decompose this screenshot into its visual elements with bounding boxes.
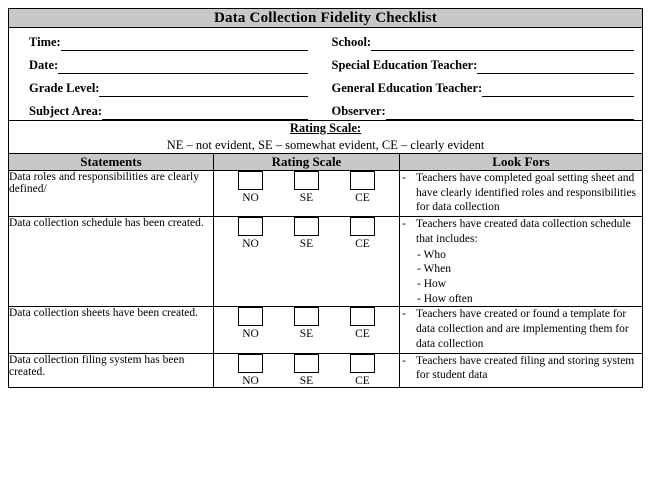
checkbox-ce[interactable] bbox=[350, 171, 375, 190]
rating-cell bbox=[214, 171, 400, 217]
field-label-general-education-teacher: General Education Teacher: bbox=[331, 81, 483, 95]
rating-option-ce[interactable] bbox=[346, 307, 380, 340]
checkbox-label-ce: CE bbox=[355, 238, 370, 251]
rating-scale-cell bbox=[9, 121, 643, 154]
field-input-school[interactable] bbox=[371, 37, 634, 51]
statement-cell: Data collection sheets have been created. bbox=[9, 307, 214, 353]
rating-option-no[interactable] bbox=[234, 307, 268, 340]
checkbox-label-se: SE bbox=[299, 192, 314, 204]
field-general-education-teacher[interactable] bbox=[332, 74, 635, 97]
bullet-dash: - bbox=[402, 218, 406, 231]
rating-option-ce[interactable] bbox=[346, 217, 380, 250]
look-fors-cell bbox=[400, 353, 643, 387]
look-for-item bbox=[400, 171, 642, 215]
checkbox-label-ce: CE bbox=[355, 328, 370, 341]
field-label-special-education-teacher: Special Education Teacher: bbox=[331, 58, 478, 72]
field-label-grade-level: Grade Level: bbox=[29, 81, 100, 95]
checklist-table bbox=[8, 8, 643, 388]
table-header-row bbox=[9, 154, 643, 171]
rating-scale-row bbox=[9, 121, 643, 154]
field-label-time: Time: bbox=[29, 35, 61, 49]
page-title: Data Collection Fidelity Checklist bbox=[213, 10, 438, 26]
checkbox-no[interactable] bbox=[238, 217, 263, 236]
rating-cell bbox=[214, 353, 400, 387]
field-input-observer[interactable] bbox=[386, 106, 634, 120]
header-look-fors: Look Fors bbox=[400, 154, 643, 171]
rating-option-no[interactable] bbox=[234, 354, 268, 387]
checkbox-ce[interactable] bbox=[350, 354, 375, 373]
look-for-item bbox=[400, 307, 642, 351]
checkbox-label-se: SE bbox=[299, 374, 314, 387]
rating-option-ce[interactable] bbox=[346, 354, 380, 387]
info-column-right bbox=[326, 28, 643, 120]
field-date[interactable] bbox=[29, 51, 326, 74]
rating-cell bbox=[214, 307, 400, 353]
field-label-school: School: bbox=[331, 35, 372, 49]
rating-option-no[interactable] bbox=[234, 171, 268, 204]
table-row bbox=[9, 307, 643, 353]
look-for-text: Teachers have completed goal setting sheet and have clearly identified roles and responsibilities for data collection bbox=[416, 172, 637, 214]
checkbox-label-no: NO bbox=[242, 374, 259, 387]
rating-option-no[interactable] bbox=[234, 217, 268, 250]
field-input-general-education-teacher[interactable] bbox=[482, 83, 634, 97]
rating-scale-description: NE – not evident, SE – somewhat evident, CE – clearly evident bbox=[166, 138, 485, 152]
rating-option-se[interactable] bbox=[290, 307, 324, 340]
table-row bbox=[9, 353, 643, 387]
field-input-special-education-teacher[interactable] bbox=[477, 60, 634, 74]
statement-cell: Data collection filing system has been created. bbox=[9, 353, 214, 387]
rating-option-se[interactable] bbox=[290, 354, 324, 387]
look-for-text: Teachers have created filing and storing system for student data bbox=[416, 354, 635, 382]
checkbox-label-ce: CE bbox=[355, 192, 370, 204]
look-for-text: Teachers have created data collection schedule that includes: bbox=[416, 218, 631, 245]
look-for-subitem: - How bbox=[417, 278, 447, 291]
title-row bbox=[9, 9, 643, 28]
field-observer[interactable] bbox=[332, 97, 635, 120]
bullet-dash: - bbox=[402, 354, 406, 367]
look-for-text: Teachers have created or found a template for data collection and are implementing them for data collection bbox=[416, 308, 629, 350]
checkbox-no[interactable] bbox=[238, 354, 263, 373]
table-row bbox=[9, 171, 643, 217]
rating-option-se[interactable] bbox=[290, 217, 324, 250]
title-cell bbox=[9, 9, 643, 28]
look-for-subitem: - Who bbox=[417, 248, 446, 261]
rating-cell bbox=[214, 217, 400, 307]
look-for-item bbox=[400, 217, 642, 246]
field-label-date: Date: bbox=[29, 58, 59, 72]
checkbox-no[interactable] bbox=[238, 307, 263, 326]
checkbox-label-ce: CE bbox=[355, 374, 370, 387]
look-for-item bbox=[400, 354, 642, 383]
bullet-dash: - bbox=[402, 172, 406, 184]
field-time[interactable] bbox=[29, 28, 326, 51]
field-grade-level[interactable] bbox=[29, 74, 326, 97]
field-label-observer: Observer: bbox=[331, 104, 386, 118]
checkbox-se[interactable] bbox=[294, 171, 319, 190]
look-for-subitem: - When bbox=[417, 263, 451, 276]
checkbox-ce[interactable] bbox=[350, 217, 375, 236]
header-rating-scale: Rating Scale bbox=[214, 154, 400, 171]
header-statements: Statements bbox=[9, 154, 214, 171]
field-input-grade-level[interactable] bbox=[99, 83, 307, 97]
rating-scale-title: Rating Scale: bbox=[289, 121, 362, 135]
checkbox-label-no: NO bbox=[242, 328, 259, 341]
rating-option-se[interactable] bbox=[290, 171, 324, 204]
checkbox-se[interactable] bbox=[294, 354, 319, 373]
checkbox-label-se: SE bbox=[299, 328, 314, 341]
info-cell bbox=[9, 28, 643, 121]
checkbox-se[interactable] bbox=[294, 217, 319, 236]
field-input-time[interactable] bbox=[61, 37, 308, 51]
table-row bbox=[9, 217, 643, 307]
statement-cell: Data collection schedule has been created. bbox=[9, 217, 214, 307]
checkbox-se[interactable] bbox=[294, 307, 319, 326]
checkbox-label-no: NO bbox=[242, 238, 259, 251]
field-input-subject-area[interactable] bbox=[102, 106, 307, 120]
look-for-subitem: - How often bbox=[417, 292, 473, 305]
field-label-subject-area: Subject Area: bbox=[29, 104, 103, 118]
look-fors-cell bbox=[400, 307, 643, 353]
info-row bbox=[9, 28, 643, 121]
checkbox-ce[interactable] bbox=[350, 307, 375, 326]
look-fors-cell bbox=[400, 171, 643, 217]
field-school[interactable] bbox=[332, 28, 635, 51]
rating-option-ce[interactable] bbox=[346, 171, 380, 204]
checkbox-no[interactable] bbox=[238, 171, 263, 190]
statement-cell: Data roles and responsibilities are clearly defined/ bbox=[9, 171, 214, 217]
field-subject-area[interactable] bbox=[29, 97, 326, 120]
look-fors-cell bbox=[400, 217, 643, 307]
checkbox-label-se: SE bbox=[299, 238, 314, 251]
info-column-left bbox=[9, 28, 326, 120]
checkbox-label-no: NO bbox=[242, 192, 259, 204]
bullet-dash: - bbox=[402, 308, 406, 321]
field-special-education-teacher[interactable] bbox=[332, 51, 635, 74]
field-input-date[interactable] bbox=[58, 60, 307, 74]
